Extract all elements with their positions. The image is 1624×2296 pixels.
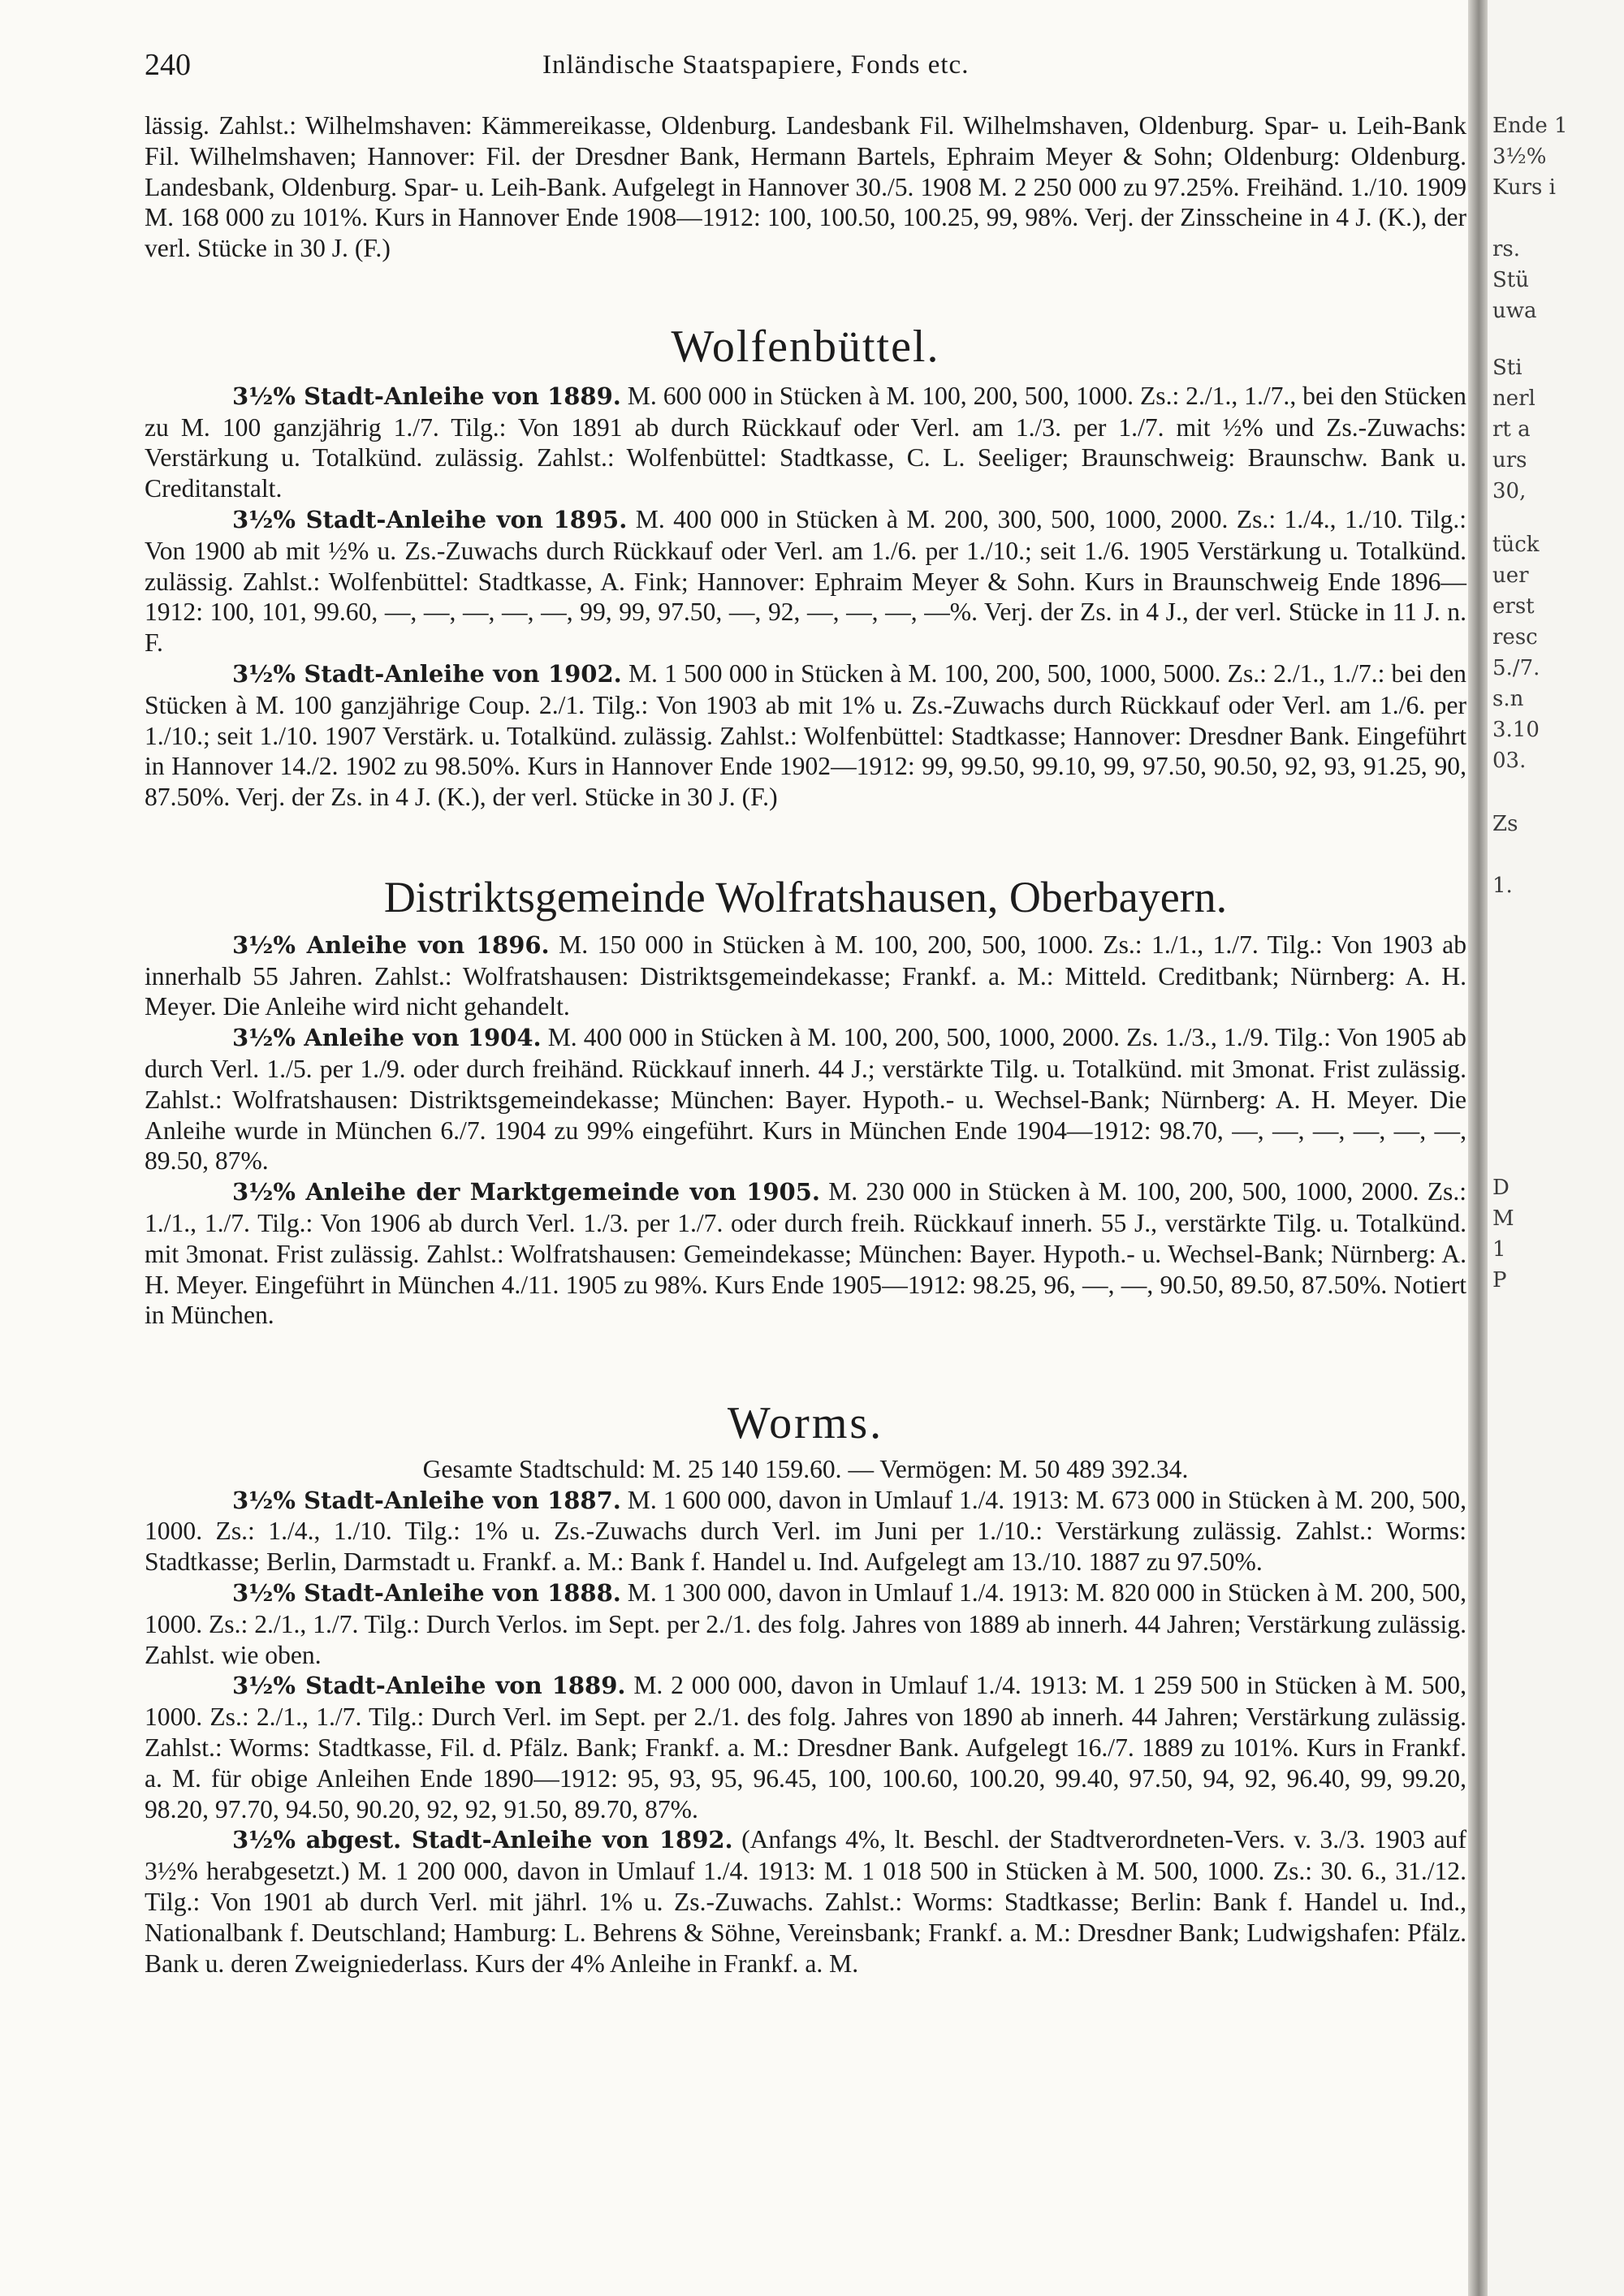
loan-entry <box>145 658 1466 813</box>
adjacent-fragment: 30, <box>1492 479 1527 503</box>
loan-details: M. 2 000 000, davon in Umlauf 1./4. 1913: M. 1 259 500 in Stücken à M. 500, 1000. Zs.: 2./1., 1./7. Tilg.: Durch Verl. im Sept. per 2./1. des folg. Jahres von 1890 ab innerh. 44 Jahren; Verstärkung zulässig. Zahlst.: Worms: Stadtkasse, Fil. d. Pfälz. Bank; Frankf. a. M.: Dresdner Bank. Aufgelegt 16./7. 1889 zu 101%. Kurs in Frankf. a. M. für obige Anleihen Ende 1890—1912: 95, 93, 95, 96.45, 100, 100.60, 100.20, 99.40, 97.50, 94, 92, 96.40, 99, 99.20, 98.20, 97.70, 94.50, 90.20, 92, 92, 91.50, 89.70, 87%. <box>145 1671 1466 1823</box>
loan-entry <box>145 1176 1466 1331</box>
adjacent-fragment: Stü <box>1492 268 1530 292</box>
adjacent-fragment: rs. <box>1492 237 1521 261</box>
loan-heading: 3½% abgest. Stadt-Anleihe von 1892. <box>232 1826 733 1854</box>
loan-details: M. 400 000 in Stücken à M. 100, 200, 500, 1000, 2000. Zs. 1./3., 1./9. Tilg.: Von 1905 ab durch Verl. 1./5. per 1./9. oder durch freihänd. Rückkauf innerh. 44 J.; verstärkte Tilg. u. Totalkünd. mit 3monat. Frist zulässig. Zahlst.: Wolfratshausen: Distriktsgemeindekasse; München: Bayer. Hypoth.- u. Wechsel-Bank; Nürnberg: A. H. Meyer. Die Anleihe wurde in München 6./7. 1904 zu 99% eingeführt. Kurs in München Ende 1904—1912: 98.70, —, —, —, —, —, —, 89.50, 87%. <box>145 1023 1466 1176</box>
adjacent-fragment: P <box>1492 1268 1507 1293</box>
book-gutter <box>1468 0 1488 2296</box>
running-head <box>145 47 1460 83</box>
section-title-worms: Worms. <box>727 1398 884 1449</box>
adjacent-fragment: 3.10 <box>1492 718 1540 742</box>
adjacent-fragment: Sti <box>1492 356 1522 380</box>
adjacent-fragment: tück <box>1492 533 1540 557</box>
loan-details: M. 400 000 in Stücken à M. 200, 300, 500, 1000, 2000. Zs.: 1./4., 1./10. Tilg.: Von 1900 ab mit ½% u. Zs.-Zuwachs durch Rückkauf oder Verl. am 1./6. per 1./10.; seit 1./6. 1905 Verstärkung u. Totalkünd. zulässig. Zahlst.: Wolfenbüttel: Stadtkasse, A. Fink; Hannover: Ephraim Meyer & Sohn. Kurs in Braunschweig Ende 1896—1912: 100, 101, 99.60, —, —, —, —, —, 99, 99, 97.50, —, 92, —, —, —, —%. Verj. der Zs. in 4 J., der verl. Stücke in 11 J. n. F. <box>145 504 1466 658</box>
loan-details: M. 600 000 in Stücken à M. 100, 200, 500, 1000. Zs.: 2./1., 1./7., bei den Stücken zu M. 100 ganzjährig 1./7. Tilg.: Von 1891 ab durch Rückkauf oder Verl. am 1./3. per 1./7. mit ½% und Zs.-Zuwachs: Verstärkung u. Totalkünd. zulässig. Zahlst.: Wolfenbüttel: Stadtkasse, C. L. Seeliger; Braunschweig: Braunschw. Bank u. Creditanstalt. <box>145 381 1466 503</box>
adjacent-fragment: 1. <box>1492 874 1513 898</box>
loan-heading: 3½% Stadt-Anleihe von 1889. <box>232 1672 626 1700</box>
loan-entry <box>145 1824 1466 1979</box>
loan-heading: 3½% Stadt-Anleihe von 1902. <box>232 659 622 688</box>
loan-heading: 3½% Anleihe der Marktgemeinde von 1905. <box>232 1178 820 1206</box>
loan-entry <box>145 930 1466 1022</box>
adjacent-page-edge <box>1488 0 1624 2296</box>
loan-entry <box>145 1022 1466 1176</box>
loan-heading: 3½% Stadt-Anleihe von 1889. <box>232 382 621 410</box>
loan-details: M. 1 300 000, davon in Umlauf 1./4. 1913: M. 820 000 in Stücken à M. 200, 500, 1000. Zs.: 2./1., 1./7. Tilg.: Durch Verlos. im Sept. per 2./1. des folg. Jahres von 1889 ab innerh. 44 Jahren; Verstärkung zulässig. Zahlst. wie oben. <box>145 1578 1466 1669</box>
adjacent-fragment: rt a <box>1492 417 1531 442</box>
adjacent-fragment: uwa <box>1492 299 1537 323</box>
adjacent-fragment: 3½% <box>1492 145 1547 169</box>
loan-details: M. 150 000 in Stücken à M. 100, 200, 500, 1000. Zs.: 1./1., 1./7. Tilg.: Von 1903 ab innerhalb 55 Jahren. Zahlst.: Wolfratshausen: Distriktsgemeindekasse; Frankf. a. M.: Mitteld. Creditbank; Nürnberg: A. H. Meyer. Die Anleihe wird nicht gehandelt. <box>145 930 1466 1021</box>
section-title-wolfratshausen: Distriktsgemeinde Wolfratshausen, Oberbayern. <box>383 872 1228 921</box>
loan-details: M. 1 600 000, davon in Umlauf 1./4. 1913: M. 673 000 in Stücken à M. 200, 500, 1000. Zs.: 1./4., 1./10. Tilg.: 1% u. Zs.-Zuwachs durch Verl. im Juni per 1./10.: Verstärkung zulässig. Zahlst.: Worms: Stadtkasse; Berlin, Darmstadt u. Frankf. a. M.: Bank f. Handel u. Ind. Aufgelegt am 13./10. 1887 zu 97.50%. <box>145 1485 1466 1577</box>
adjacent-fragment: 1 <box>1492 1237 1506 1262</box>
loan-details: (Anfangs 4%, lt. Beschl. der Stadtverordneten-Vers. v. 3./3. 1903 auf 3½% herabgesetzt.) M. 1 200 000, davon in Umlauf 1./4. 1913: M. 1 018 500 in Stücken à M. 500, 1000. Zs.: 30. 6., 31./12. Tilg.: Von 1901 ab durch Verl. mit jährl. 1% u. Zs.-Zuwachs. Zahlst.: Worms: Stadtkasse; Berlin: Bank f. Handel u. Ind., Nationalbank f. Deutschland; Hamburg: L. Behrens & Söhne, Vereinsbank; Frankf. a. M.: Dresdner Bank; Ludwigshafen: Pfälz. Bank u. deren Zweigniederlass. Kurs der 4% Anleihe in Frankf. a. M. <box>145 1825 1466 1978</box>
loan-entry <box>145 504 1466 658</box>
debt-summary: Gesamte Stadtschuld: M. 25 140 159.60. — Vermögen: M. 50 489 392.34. <box>422 1454 1189 1483</box>
loan-heading: 3½% Anleihe von 1896. <box>232 930 550 959</box>
loan-entry <box>145 381 1466 504</box>
continuation-paragraph: lässig. Zahlst.: Wilhelmshaven: Kämmereikasse, Oldenburg. Landesbank Fil. Wilhelmshaven, Oldenburg. Spar- u. Leih-Bank Fil. Wilhelmshaven; Hannover: Fil. der Dresdner Bank, Hermann Bartels, Ephraim Meyer & Sohn; Oldenburg: Oldenburg. Landesbank, Oldenburg. Spar- u. Leih-Bank. Aufgelegt in Hannover 30./5. 1908 M. 2 250 000 zu 97.25%. Freihänd. 1./10. 1909 M. 168 000 zu 101%. Kurs in Hannover Ende 1908—1912: 100, 100.50, 100.25, 99, 98%. Verj. der Zinsscheine in 4 J. (K.), der verl. Stücke in 30 J. (F.) <box>145 111 1466 263</box>
loan-entry <box>145 1485 1466 1577</box>
adjacent-fragment: D <box>1492 1176 1510 1200</box>
loan-details: M. 1 500 000 in Stücken à M. 100, 200, 500, 1000, 5000. Zs.: 2./1., 1./7.: bei den Stücken à M. 100 ganzjährige Coup. 2./1. Tilg.: Von 1903 ab mit 1% u. Zs.-Zuwachs durch Rückkauf oder Verl. am 1./6. per 1./10.; seit 1./10. 1907 Verstärk. u. Totalkünd. zulässig. Zahlst.: Wolfenbüttel: Stadtkasse; Hannover: Dresdner Bank. Eingeführt in Hannover 14./2. 1902 zu 98.50%. Kurs in Hannover Ende 1902—1912: 99, 99.50, 99.10, 99, 97.50, 90.50, 92, 93, 91.25, 90, 87.50%. Verj. der Zs. in 4 J. (K.), der verl. Stücke in 30 J. (F.) <box>145 658 1466 812</box>
loan-details: M. 230 000 in Stücken à M. 100, 200, 500, 1000, 2000. Zs.: 1./1., 1./7. Tilg.: Von 1906 ab durch Verl. 1./3. per 1./7. oder durch freih. Rückkauf innerh. 55 J., verstärkte Tilg. u. Totalkünd. mit 3monat. Frist zulässig. Zahlst.: Wolfratshausen: Gemeindekasse; München: Bayer. Hypoth.- u. Wechsel-Bank; Nürnberg: A. H. Meyer. Eingeführt in München 4./11. 1905 zu 98%. Kurs Ende 1905—1912: 98.25, 96, —, —, 90.50, 89.50, 87.50%. Notiert in München. <box>145 1177 1466 1330</box>
adjacent-fragment: erst <box>1492 594 1535 619</box>
loan-heading: 3½% Stadt-Anleihe von 1888. <box>232 1579 621 1608</box>
adjacent-fragment: s.n <box>1492 687 1524 711</box>
adjacent-fragment: M <box>1492 1206 1514 1231</box>
loan-heading: 3½% Stadt-Anleihe von 1895. <box>232 505 628 533</box>
page-number: 240 <box>145 48 191 82</box>
adjacent-fragment: resc <box>1492 625 1538 650</box>
running-title: Inländische Staatspapiere, Fonds etc. <box>542 50 970 80</box>
loan-heading: 3½% Anleihe von 1904. <box>232 1024 542 1052</box>
adjacent-fragment: nerl <box>1492 386 1535 411</box>
section-title-wolfenbuettel: Wolfenbüttel. <box>671 321 940 372</box>
adjacent-fragment: Kurs i <box>1492 175 1556 200</box>
adjacent-fragment: 5./7. <box>1492 656 1540 680</box>
loan-heading: 3½% Stadt-Anleihe von 1887. <box>232 1486 621 1514</box>
loan-entry <box>145 1577 1466 1670</box>
adjacent-fragment: 03. <box>1492 749 1527 773</box>
body-text <box>145 110 1466 1979</box>
adjacent-fragment: uer <box>1492 563 1529 588</box>
adjacent-fragment: Zs <box>1492 812 1518 836</box>
adjacent-fragment: urs <box>1492 448 1527 473</box>
loan-entry <box>145 1670 1466 1824</box>
adjacent-fragment: Ende 1 <box>1492 114 1568 138</box>
